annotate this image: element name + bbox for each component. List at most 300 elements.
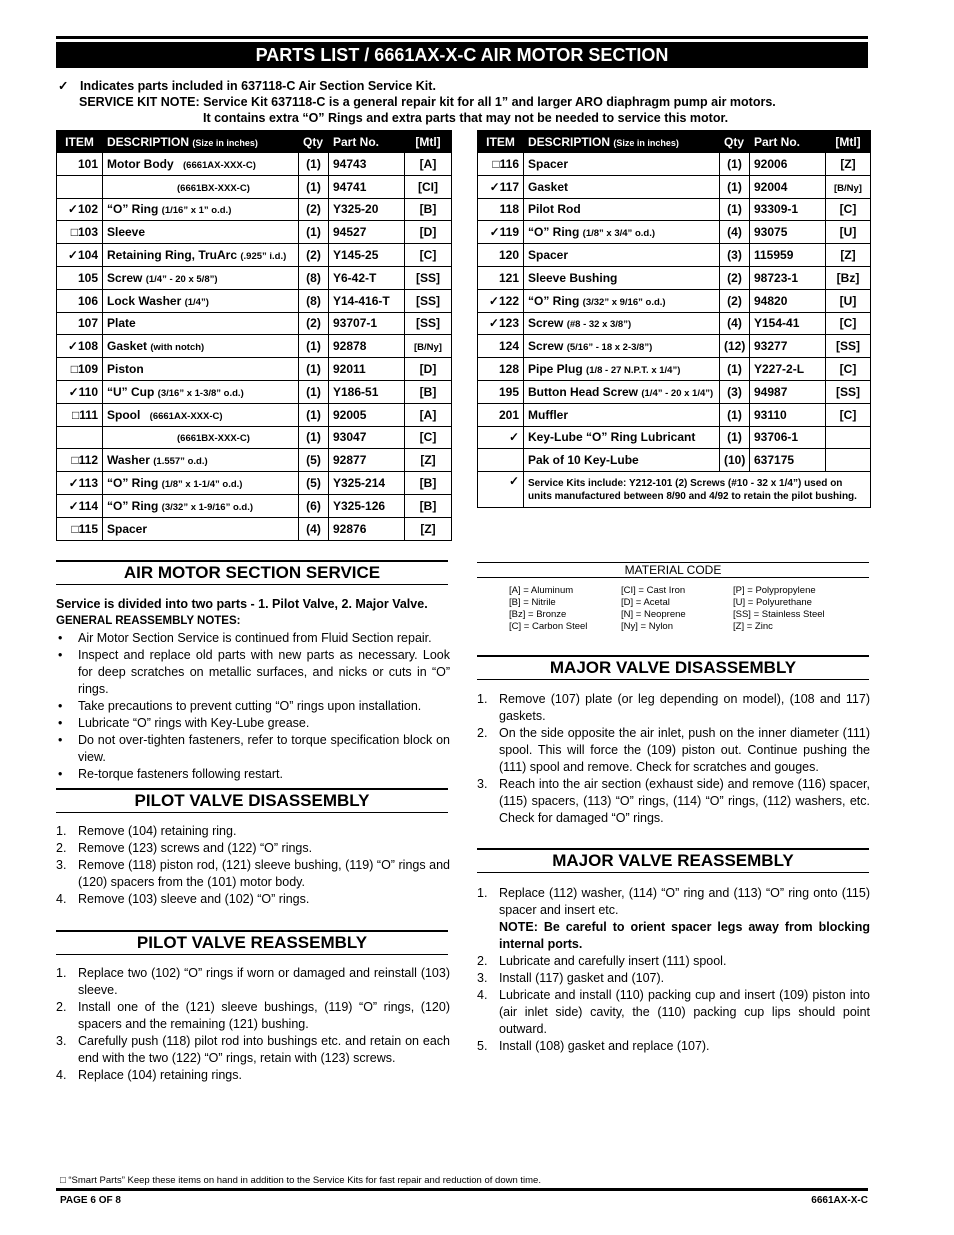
page-number: PAGE 6 OF 8 <box>60 1195 121 1206</box>
step-text: Replace (104) retaining rings. <box>78 1068 242 1082</box>
material <box>826 426 871 449</box>
description <box>524 289 720 312</box>
description-text: Gasket <box>107 339 148 354</box>
quantity: (1) <box>299 221 329 244</box>
col-material: [Mtl] <box>405 131 452 153</box>
table-row <box>57 472 452 495</box>
material-code: [U] <box>839 225 857 240</box>
description-text: Spacer <box>107 521 148 536</box>
col-description: DESCRIPTION (Size in inches) <box>524 131 720 153</box>
top-rule <box>56 36 868 39</box>
description-text: Key-Lube “O” Ring Lubricant <box>528 430 696 445</box>
step-text: Install (108) gasket and replace (107). <box>499 1039 710 1053</box>
item-number: 107 <box>57 312 103 335</box>
bullet-item <box>56 698 450 715</box>
step <box>477 953 870 970</box>
part-number: Y325-214 <box>329 472 405 495</box>
material <box>405 153 452 176</box>
note-tick: ✓ <box>478 472 524 508</box>
material-code: [B] <box>419 384 437 399</box>
material-code: [SS] <box>836 384 860 399</box>
description-text: Spacer <box>528 248 569 263</box>
heading-major-reassembly: MAJOR VALVE REASSEMBLY <box>477 848 869 873</box>
part-number: Y325-20 <box>329 198 405 221</box>
table-row <box>57 380 452 403</box>
material <box>405 312 452 335</box>
description-text: Spool <box>107 407 141 422</box>
part-number: 93047 <box>329 426 405 449</box>
service-kit-note <box>58 78 870 126</box>
material-entry: [B] = Nitrile <box>509 597 556 608</box>
description-text: Lock Washer <box>107 293 182 308</box>
material-code: [Z] <box>840 156 856 171</box>
item-number: □115 <box>57 517 103 540</box>
part-number: 92004 <box>750 175 826 198</box>
pilot-disassembly-block <box>56 823 450 908</box>
material-code: [B] <box>419 202 437 217</box>
description-text: Washer <box>107 453 150 468</box>
step-number: 4. <box>477 988 488 1002</box>
material-column-3 <box>733 585 853 633</box>
item-number: 121 <box>478 266 524 289</box>
bullet-item <box>56 630 450 647</box>
quantity: (2) <box>299 244 329 267</box>
description-text: Retaining Ring, TruArc <box>107 248 238 263</box>
col-description: DESCRIPTION (Size in inches) <box>103 131 299 153</box>
material-column-1 <box>509 585 621 633</box>
step-number: 2. <box>477 954 488 968</box>
material <box>826 175 871 198</box>
step-text: Install (117) gasket and (107). <box>499 971 665 985</box>
material-entry: [N] = Neoprene <box>621 609 686 620</box>
bullet-icon: • <box>58 631 63 645</box>
material-code: [SS] <box>416 270 440 285</box>
material-code: [C] <box>419 248 437 263</box>
description <box>524 426 720 449</box>
service-intro: Service is divided into two parts - 1. Pilot Valve, 2. Major Valve. <box>56 597 428 611</box>
col-part-no: Part No. <box>750 131 826 153</box>
kit-note-line1: Indicates parts included in 637118-C Air Section Service Kit. <box>80 79 436 93</box>
description <box>103 312 299 335</box>
part-number: Y325-126 <box>329 494 405 517</box>
heading-air-motor-service: AIR MOTOR SECTION SERVICE <box>56 560 448 585</box>
bullet-icon: • <box>58 648 63 662</box>
col-material: [Mtl] <box>826 131 871 153</box>
item-number: ✓110 <box>57 380 103 403</box>
material-code: [D] <box>419 225 437 240</box>
kit-note-line2: SERVICE KIT NOTE: Service Kit 637118-C is a general repair kit for all 1” and larger ARO diaphragm pump air motors. <box>79 95 776 109</box>
description <box>103 153 299 176</box>
description <box>103 494 299 517</box>
size-spec: (3/32” x 9/16” o.d.) <box>582 296 666 308</box>
part-number: 115959 <box>750 244 826 267</box>
table-row <box>57 198 452 221</box>
major-disassembly-block <box>477 691 870 827</box>
check-icon: ✓ <box>58 79 69 93</box>
material <box>405 198 452 221</box>
material <box>405 403 452 426</box>
item-number: 101 <box>57 153 103 176</box>
table-row <box>57 175 452 198</box>
page-title: PARTS LIST / 6661AX-X-C AIR MOTOR SECTION <box>56 42 868 68</box>
material-code: [B] <box>419 476 437 491</box>
description-text: “O” Ring <box>528 225 580 240</box>
part-number: 94741 <box>329 175 405 198</box>
table-row <box>478 198 871 221</box>
quantity: (8) <box>299 289 329 312</box>
step-text: Remove (118) piston rod, (121) sleeve bushing, (119) “O” rings and (120) spacers from the (101) motor body. <box>78 858 450 889</box>
material-code: [Z] <box>840 248 856 263</box>
step <box>477 1038 870 1055</box>
item-number: □111 <box>57 403 103 426</box>
material-code: [CI] <box>418 179 438 194</box>
item-number: 124 <box>478 335 524 358</box>
material <box>405 380 452 403</box>
material <box>826 289 871 312</box>
part-number: Y14-416-T <box>329 289 405 312</box>
description <box>524 312 720 335</box>
material-code: [C] <box>839 316 857 331</box>
description-text: Spacer <box>528 156 569 171</box>
material <box>405 426 452 449</box>
size-spec: (6661BX-XXX-C) <box>177 182 250 194</box>
smart-parts-footnote: □ “Smart Parts” Keep these items on hand in addition to the Service Kits for fast repair and reduction of down time. <box>60 1175 541 1186</box>
description <box>103 266 299 289</box>
bullet-text: Take precautions to prevent cutting “O” rings upon installation. <box>78 699 422 713</box>
step <box>56 857 450 891</box>
material <box>826 244 871 267</box>
material-entry: [D] = Acetal <box>621 597 670 608</box>
bottom-rule <box>56 1188 868 1191</box>
size-spec: (.925” i.d.) <box>240 251 287 263</box>
size-spec: (1.557” o.d.) <box>153 456 208 468</box>
step <box>56 965 450 999</box>
description <box>524 358 720 381</box>
col-qty: Qty <box>299 131 329 153</box>
bullet-text: Do not over-tighten fasteners, refer to torque specification block on view. <box>78 733 450 764</box>
table-row <box>57 358 452 381</box>
material <box>405 289 452 312</box>
col-item: ITEM <box>57 131 103 153</box>
material-code: [A] <box>419 407 437 422</box>
step <box>477 970 870 987</box>
item-number: ✓117 <box>478 175 524 198</box>
quantity: (2) <box>720 266 750 289</box>
service-kit-screw-note: Service Kits include: Y212-101 (2) Screws (#10 - 32 x 1/4”) used on units manufactured between 8/90 and 4/92 to retain the pilot bushing. <box>524 472 871 508</box>
part-number: 92006 <box>750 153 826 176</box>
material <box>826 266 871 289</box>
step-number: 2. <box>56 841 67 855</box>
description <box>103 175 299 198</box>
step-number: 3. <box>477 971 488 985</box>
part-number: 93277 <box>750 335 826 358</box>
description <box>524 244 720 267</box>
table-row <box>57 494 452 517</box>
part-number: 637175 <box>750 449 826 472</box>
pilot-reassembly-steps <box>56 965 450 1084</box>
description <box>524 380 720 403</box>
part-number: Y186-51 <box>329 380 405 403</box>
part-number: 98723-1 <box>750 266 826 289</box>
item-number: ✓ <box>478 426 524 449</box>
description-text: Screw <box>107 270 143 285</box>
pilot-disassembly-steps <box>56 823 450 908</box>
description-text: Plate <box>107 316 136 331</box>
step-text: Lubricate and carefully insert (111) spool. <box>499 954 727 968</box>
quantity: (4) <box>720 312 750 335</box>
table-row <box>478 358 871 381</box>
major-reassembly-steps <box>477 885 870 1055</box>
part-number: 92011 <box>329 358 405 381</box>
description-text: “O” Ring <box>107 498 159 513</box>
description-text: Muffler <box>528 407 568 422</box>
table-row <box>478 312 871 335</box>
material-entry: [Z] = Zinc <box>733 621 773 632</box>
part-number: 94987 <box>750 380 826 403</box>
quantity: (12) <box>720 335 750 358</box>
bullet-item <box>56 715 450 732</box>
description <box>103 449 299 472</box>
quantity: (1) <box>720 358 750 381</box>
item-number: □112 <box>57 449 103 472</box>
step <box>477 725 870 776</box>
size-spec: (1/8” x 1-1/4” o.d.) <box>161 479 243 491</box>
material <box>405 494 452 517</box>
material <box>826 449 871 472</box>
table-row <box>478 244 871 267</box>
quantity: (1) <box>299 380 329 403</box>
description-text: Sleeve <box>107 225 146 240</box>
description-text: Sleeve Bushing <box>528 270 618 285</box>
material-column-2 <box>621 585 733 633</box>
material <box>405 517 452 540</box>
material-code: [SS] <box>416 316 440 331</box>
description <box>103 380 299 403</box>
material <box>826 153 871 176</box>
major-disassembly-steps <box>477 691 870 827</box>
major-reassembly-block <box>477 885 870 1055</box>
material-code: [SS] <box>836 339 860 354</box>
description-text: Piston <box>107 362 144 377</box>
material-entry: [CI] = Cast Iron <box>621 585 686 596</box>
description <box>524 335 720 358</box>
step-number: 1. <box>56 824 67 838</box>
material <box>405 221 452 244</box>
part-number: Y154-41 <box>750 312 826 335</box>
part-number: 93309-1 <box>750 198 826 221</box>
heading-pilot-reassembly: PILOT VALVE REASSEMBLY <box>56 930 448 955</box>
material-code: [C] <box>839 202 857 217</box>
step-text: Remove (104) retaining ring. <box>78 824 237 838</box>
table-row <box>478 153 871 176</box>
bullet-text: Air Motor Section Service is continued from Fluid Section repair. <box>78 631 432 645</box>
step-text: Remove (103) sleeve and (102) “O” rings. <box>78 892 310 906</box>
quantity: (1) <box>299 426 329 449</box>
step <box>56 999 450 1033</box>
size-spec: (1/8 - 27 N.P.T. x 1/4”) <box>586 365 681 377</box>
description <box>524 221 720 244</box>
item-number: ✓102 <box>57 198 103 221</box>
quantity: (1) <box>720 153 750 176</box>
item-number <box>57 175 103 198</box>
bullet-text: Lubricate “O” rings with Key-Lube grease. <box>78 716 310 730</box>
part-number: Y6-42-T <box>329 266 405 289</box>
parts-table-right <box>477 130 871 508</box>
description-text: “U” Cup <box>107 384 155 399</box>
material-entry: [C] = Carbon Steel <box>509 621 588 632</box>
material-code: [D] <box>419 362 437 377</box>
bullet-item <box>56 647 450 698</box>
size-spec: (6661AX-XXX-C) <box>149 410 223 422</box>
material <box>826 221 871 244</box>
material <box>405 266 452 289</box>
step <box>56 1033 450 1067</box>
material-code: [C] <box>839 362 857 377</box>
item-number: 105 <box>57 266 103 289</box>
material-code: [B/Ny] <box>414 342 442 354</box>
quantity: (3) <box>720 380 750 403</box>
table-row <box>478 175 871 198</box>
item-number: ✓122 <box>478 289 524 312</box>
part-number: 92005 <box>329 403 405 426</box>
service-block <box>56 596 450 783</box>
material-code: [U] <box>839 293 857 308</box>
description-text: “O” Ring <box>107 202 159 217</box>
step-text: Reach into the air section (exhaust side) and remove (116) spacer, (115) spacers, (113) “O” rings, (114) “O” rings, (112) washers, etc. Check for damaged “O” rings. <box>499 777 870 825</box>
item-number <box>57 426 103 449</box>
table-row <box>57 449 452 472</box>
step-number: 3. <box>477 777 488 791</box>
quantity: (2) <box>299 312 329 335</box>
quantity: (2) <box>720 289 750 312</box>
part-number: 93110 <box>750 403 826 426</box>
quantity: (1) <box>720 426 750 449</box>
parts-table-left <box>56 130 452 541</box>
description <box>103 426 299 449</box>
step-number: 4. <box>56 1068 67 1082</box>
description-text: Pilot Rod <box>528 202 581 217</box>
material-code: [Z] <box>420 453 436 468</box>
material-entry: [Ny] = Nylon <box>621 621 674 632</box>
quantity: (5) <box>299 449 329 472</box>
table-row <box>57 244 452 267</box>
size-spec: (with notch) <box>150 342 205 354</box>
material <box>826 358 871 381</box>
step-text: Replace two (102) “O” rings if worn or damaged and reinstall (103) sleeve. <box>78 966 450 997</box>
col-item: ITEM <box>478 131 524 153</box>
description <box>103 358 299 381</box>
description <box>103 335 299 358</box>
material-entry: [P] = Polypropylene <box>733 585 816 596</box>
description <box>103 198 299 221</box>
description-text: Gasket <box>528 179 569 194</box>
item-number: 106 <box>57 289 103 312</box>
size-spec: (#8 - 32 x 3/8”) <box>566 319 632 331</box>
item-number: □116 <box>478 153 524 176</box>
part-number: 93075 <box>750 221 826 244</box>
quantity: (8) <box>299 266 329 289</box>
bullet-text: Inspect and replace old parts with new parts as necessary. Look for deep scratches on metallic surfaces, and nicks or cuts in “O” rings. <box>78 648 450 696</box>
description-text: Motor Body <box>107 156 174 171</box>
quantity: (1) <box>299 153 329 176</box>
step-text: Remove (107) plate (or leg depending on model), (108 and 117) gaskets. <box>499 692 870 723</box>
table-row <box>57 289 452 312</box>
material-code: [A] <box>419 156 437 171</box>
table-row <box>57 153 452 176</box>
size-spec: (3/16” x 1-3/8” o.d.) <box>157 387 244 399</box>
size-spec: (1/4” - 20 x 1/4”) <box>641 387 714 399</box>
description-text: Button Head Screw <box>528 384 639 399</box>
description-text: Screw <box>528 316 564 331</box>
step-number: 1. <box>56 966 67 980</box>
quantity: (6) <box>299 494 329 517</box>
heading-pilot-disassembly: PILOT VALVE DISASSEMBLY <box>56 788 448 813</box>
step: 1. Replace (112) washer, (114) “O” ring and (113) “O” ring onto (115) spacer and insert etc. NOTE: Be careful to orient spacer legs away from blocking internal ports. <box>477 886 870 951</box>
material <box>405 175 452 198</box>
material <box>405 449 452 472</box>
material-code: [B] <box>419 498 437 513</box>
table-row <box>478 221 871 244</box>
step <box>477 987 870 1038</box>
step <box>477 691 870 725</box>
item-number <box>478 449 524 472</box>
quantity: (1) <box>299 403 329 426</box>
item-number: ✓104 <box>57 244 103 267</box>
material-code: [C] <box>839 407 857 422</box>
quantity: (1) <box>299 358 329 381</box>
bullet-icon: • <box>58 733 63 747</box>
material-entry: [SS] = Stainless Steel <box>733 609 825 620</box>
part-number: 92878 <box>329 335 405 358</box>
description <box>524 198 720 221</box>
size-spec: (6661BX-XXX-C) <box>177 433 250 445</box>
material-code: [C] <box>419 430 437 445</box>
item-number: 128 <box>478 358 524 381</box>
bullet-text: Re-torque fasteners following restart. <box>78 767 283 781</box>
description <box>103 244 299 267</box>
size-spec: (1/4” - 20 x 5/8”) <box>145 273 218 285</box>
item-number: ✓114 <box>57 494 103 517</box>
description-text: Screw <box>528 339 564 354</box>
step-number: 4. <box>56 892 67 906</box>
description <box>103 289 299 312</box>
heading-major-disassembly: MAJOR VALVE DISASSEMBLY <box>477 655 869 680</box>
bullet-icon: • <box>58 767 63 781</box>
quantity: (1) <box>720 198 750 221</box>
size-spec: (5/16” - 18 x 2-3/8”) <box>566 342 653 354</box>
part-number: 92876 <box>329 517 405 540</box>
description <box>524 266 720 289</box>
bullet-item <box>56 732 450 766</box>
description <box>524 175 720 198</box>
size-spec: (6661AX-XXX-C) <box>183 159 256 171</box>
item-number: ✓108 <box>57 335 103 358</box>
step <box>56 823 450 840</box>
material <box>405 335 452 358</box>
material <box>405 358 452 381</box>
quantity: (5) <box>299 472 329 495</box>
step-number: 3. <box>56 1034 67 1048</box>
table-row <box>57 312 452 335</box>
part-number: 92877 <box>329 449 405 472</box>
step-text: Lubricate and install (110) packing cup and insert (109) piston into (air inlet side) cavity, the (110) packing cup lips should point outward. <box>499 988 870 1036</box>
pilot-reassembly-block <box>56 965 450 1084</box>
item-number: ✓123 <box>478 312 524 335</box>
table-row <box>478 403 871 426</box>
table-row <box>57 426 452 449</box>
orientation-note: NOTE: Be careful to orient spacer legs away from blocking internal ports. <box>499 920 870 951</box>
material-code-heading: MATERIAL CODE <box>477 562 869 578</box>
